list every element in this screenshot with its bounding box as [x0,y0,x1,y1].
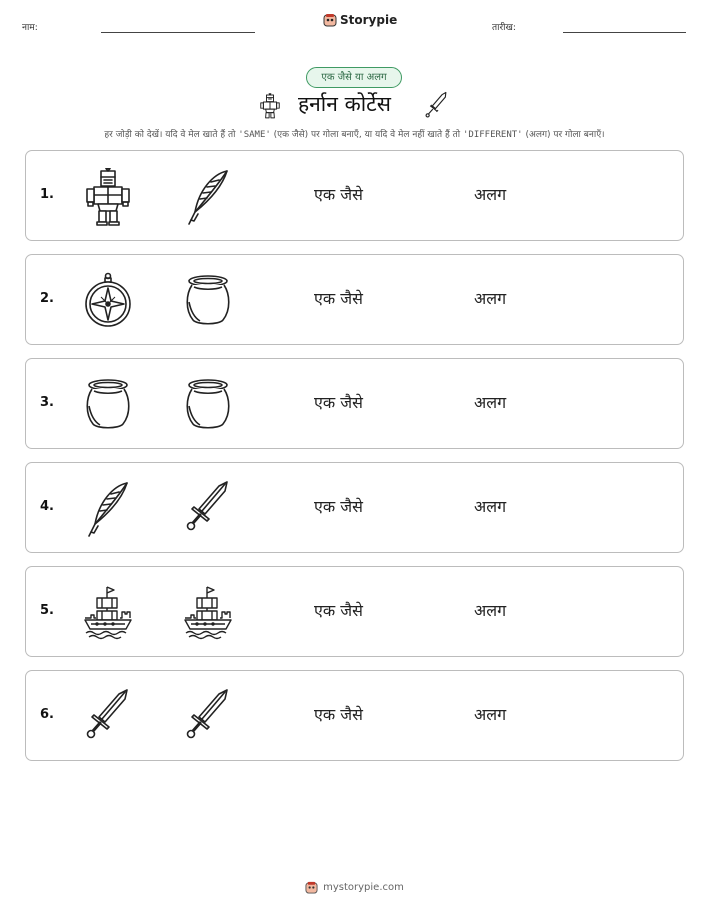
date-field[interactable] [563,32,686,33]
row-number: 5. [40,603,54,618]
sword-icon [424,90,450,126]
pot-icon [183,376,233,434]
instructions [0,127,709,140]
date-label: तारीख: [492,23,516,33]
exercise-row [25,358,684,449]
row-left-picture [83,272,133,330]
quill-icon [183,168,233,226]
different-option[interactable]: अलग [474,705,507,724]
row-number: 1. [40,187,54,202]
row-number: 2. [40,291,54,306]
different-option[interactable]: अलग [474,497,507,516]
knight-icon [259,91,281,125]
title-row [0,88,709,122]
row-right-picture [183,272,233,330]
instructions-different-keyword: 'DIFFERENT' [463,130,523,140]
pot-icon [183,272,233,330]
compass-icon [83,272,133,330]
ship-icon [183,584,233,642]
footer [0,881,709,894]
row-right-picture [183,480,233,538]
same-option[interactable]: एक जैसे [314,705,363,724]
pot-icon [83,376,133,434]
page-title: हर्नान कोर्टेस [298,92,391,116]
sword-icon [83,688,133,746]
row-number: 4. [40,499,54,514]
name-label: नाम: [22,23,38,33]
exercise-row [25,670,684,761]
row-left-picture [83,376,133,434]
row-right-picture [183,584,233,642]
different-option[interactable]: अलग [474,393,507,412]
exercise-row [25,150,684,241]
same-option[interactable]: एक जैसे [314,497,363,516]
brand-name: Storypie [340,13,398,27]
same-option[interactable]: एक जैसे [314,289,363,308]
footer-url[interactable]: mystorypie.com [323,882,404,893]
sword-icon [183,480,233,538]
same-option[interactable]: एक जैसे [314,601,363,620]
different-option[interactable]: अलग [474,289,507,308]
worksheet-type-badge: एक जैसे या अलग [306,67,402,88]
row-left-picture [83,688,133,746]
storypie-logo-icon [305,881,318,894]
different-option[interactable]: अलग [474,185,507,204]
row-left-picture [83,168,133,226]
knight-icon [83,168,133,226]
instructions-text-3: (अलग) पर गोला बनाएँ। [522,130,605,140]
exercise-row [25,462,684,553]
sword-icon [183,688,233,746]
instructions-same-keyword: 'SAME' [238,130,271,140]
exercise-row [25,254,684,345]
brand-logo [323,13,397,27]
exercise-row [25,566,684,657]
different-option[interactable]: अलग [474,601,507,620]
row-right-picture [183,168,233,226]
same-option[interactable]: एक जैसे [314,185,363,204]
row-left-picture [83,480,133,538]
row-right-picture [183,688,233,746]
row-number: 3. [40,395,54,410]
row-number: 6. [40,707,54,722]
row-left-picture [83,584,133,642]
quill-icon [83,480,133,538]
same-option[interactable]: एक जैसे [314,393,363,412]
instructions-text-1: हर जोड़ी को देखें। यदि वे मेल खाते हैं तो [104,130,239,140]
row-right-picture [183,376,233,434]
storypie-logo-icon [323,13,337,27]
instructions-text-2: (एक जैसे) पर गोला बनाएँ, या यदि वे मेल नहीं खाते हैं तो [270,130,463,140]
name-field[interactable] [101,32,255,33]
ship-icon [83,584,133,642]
